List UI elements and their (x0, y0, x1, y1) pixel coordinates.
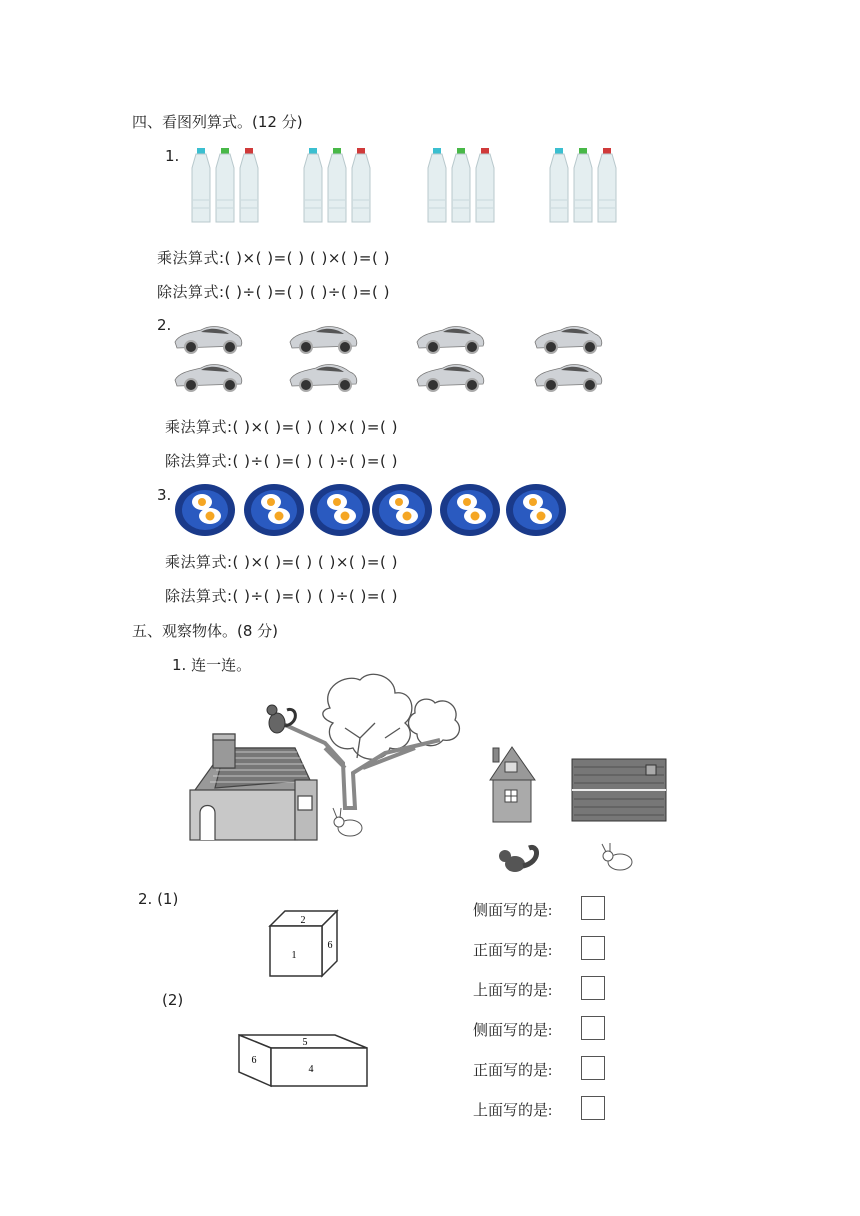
answer-box[interactable] (581, 936, 605, 960)
question-5-1-label: 1. 连一连。 (172, 656, 252, 674)
answer-box[interactable] (581, 896, 605, 920)
q1-division-line: 除法算式:( )÷( )=( ) ( )÷( )=( ) (157, 283, 390, 301)
cube-1-top-number: 2 (300, 915, 306, 926)
cube-1-front-number: 1 (291, 950, 297, 961)
answer-box[interactable] (581, 976, 605, 1000)
car-icon (417, 327, 484, 353)
car-icon (417, 365, 484, 391)
bottle-icon (192, 148, 210, 222)
egg-plates-illustration (175, 482, 575, 538)
rabbit-icon (333, 808, 362, 836)
bottle-icon (598, 148, 616, 222)
cuboid-2-top-number: 5 (302, 1037, 308, 1048)
car-icon (290, 365, 357, 391)
section-5-heading: 五、观察物体。(8 分) (132, 622, 279, 640)
answer-label: 侧面写的是: (473, 903, 553, 919)
q2-multiplication-line: 乘法算式:( )×( )=( ) ( )×( )=( ) (165, 418, 398, 436)
cuboid-2-side-number: 6 (251, 1055, 257, 1066)
car-icon (175, 327, 242, 353)
cube-1-diagram (265, 906, 350, 981)
house-icon (190, 734, 317, 840)
bottle-icon (476, 148, 494, 222)
egg-plate-icon (440, 484, 500, 536)
egg-plate-icon (372, 484, 432, 536)
answer-label: 正面写的是: (473, 943, 553, 959)
bottle-icon (240, 148, 258, 222)
egg-plate-icon (506, 484, 566, 536)
rabbit-small-icon (596, 842, 641, 877)
bottle-icon (550, 148, 568, 222)
cube-1-side-number: 6 (327, 940, 333, 951)
house-tree-scene (185, 668, 485, 848)
bottle-icon (452, 148, 470, 222)
roof-top-view-icon (570, 757, 670, 823)
small-house-icon (485, 742, 540, 827)
answer-box[interactable] (581, 1016, 605, 1040)
cars-illustration (170, 320, 620, 400)
egg-plate-icon (310, 484, 370, 536)
q2-division-line: 除法算式:( )÷( )=( ) ( )÷( )=( ) (165, 452, 398, 470)
q1-multiplication-line: 乘法算式:( )×( )=( ) ( )×( )=( ) (157, 249, 390, 267)
cuboid-2-diagram (235, 1030, 375, 1090)
car-icon (535, 327, 602, 353)
answer-box[interactable] (581, 1056, 605, 1080)
bottle-icon (216, 148, 234, 222)
answer-box[interactable] (581, 1096, 605, 1120)
answer-label: 正面写的是: (473, 1063, 553, 1079)
answer-label: 上面写的是: (473, 983, 553, 999)
car-icon (535, 365, 602, 391)
bottle-icon (574, 148, 592, 222)
cuboid-2-front-number: 4 (308, 1064, 314, 1075)
bottle-icon (428, 148, 446, 222)
question-3-number: 3. (157, 486, 172, 504)
q3-multiplication-line: 乘法算式:( )×( )=( ) ( )×( )=( ) (165, 553, 398, 571)
answer-label: 上面写的是: (473, 1103, 553, 1119)
bottles-illustration (185, 140, 625, 230)
bottle-icon (328, 148, 346, 222)
section-4-heading: 四、看图列算式。(12 分) (132, 113, 303, 131)
question-5-2-sub-2: (2) (162, 991, 184, 1009)
squirrel-small-icon (495, 840, 545, 880)
question-2-number: 2. (157, 316, 172, 334)
bottle-icon (352, 148, 370, 222)
q3-division-line: 除法算式:( )÷( )=( ) ( )÷( )=( ) (165, 587, 398, 605)
car-icon (290, 327, 357, 353)
answer-label: 侧面写的是: (473, 1023, 553, 1039)
car-icon (175, 365, 242, 391)
question-1-number: 1. (165, 147, 180, 165)
question-5-2-label: 2. (1) (138, 890, 179, 908)
bottle-icon (304, 148, 322, 222)
egg-plate-icon (175, 484, 235, 536)
egg-plate-icon (244, 484, 304, 536)
